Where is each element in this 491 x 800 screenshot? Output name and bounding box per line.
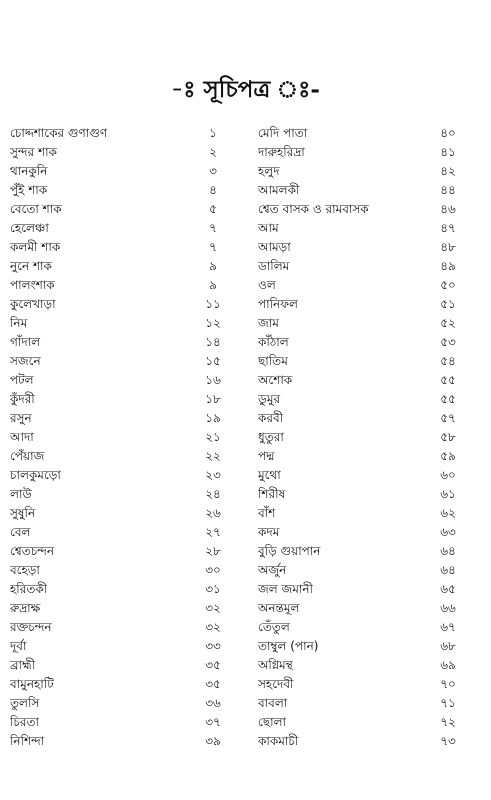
entry-page-number: ৫৯ — [440, 449, 456, 463]
toc-entry — [258, 694, 463, 713]
toc-entry — [258, 504, 463, 523]
entry-title: বেল — [10, 525, 31, 539]
toc-entry — [258, 523, 463, 542]
toc-column-left — [10, 124, 228, 751]
toc-entry — [10, 447, 228, 466]
entry-title: পটল — [10, 373, 34, 387]
entry-page-number: ৪২ — [440, 164, 456, 178]
entry-title: করবী — [258, 411, 284, 425]
toc-entry — [10, 466, 228, 485]
toc-entry — [10, 238, 228, 257]
entry-title: পেঁয়াজ — [10, 449, 45, 463]
entry-title: রক্তচন্দন — [10, 620, 52, 634]
entry-title: শ্বেতচন্দন — [10, 544, 54, 558]
entry-page-number: ৭ — [209, 240, 217, 254]
entry-page-number: ৩৫ — [205, 677, 221, 691]
toc-entry — [258, 561, 463, 580]
entry-page-number: ২৬ — [205, 506, 221, 520]
entry-title: নিম — [10, 316, 28, 330]
entry-page-number: ৫৭ — [440, 411, 456, 425]
entry-title: শিরীষ — [258, 487, 286, 501]
entry-title: অগ্নিমন্থ — [258, 658, 293, 672]
entry-page-number: ৪৪ — [440, 183, 456, 197]
toc-entry — [10, 143, 228, 162]
entry-page-number: ৩২ — [205, 620, 221, 634]
toc-entry — [258, 295, 463, 314]
toc-entry — [10, 694, 228, 713]
entry-page-number: ২৮ — [205, 544, 221, 558]
entry-title: কাকমাচী — [258, 734, 299, 748]
toc-entry — [10, 542, 228, 561]
toc-entry — [10, 124, 228, 143]
entry-title: দূর্বা — [10, 639, 27, 653]
entry-title: থানকুনি — [10, 164, 48, 178]
toc-entry — [10, 732, 228, 751]
entry-page-number: ৬৫ — [440, 582, 456, 596]
entry-title: নুনে শাক — [10, 259, 52, 273]
entry-page-number: ১২ — [205, 316, 221, 330]
entry-page-number: ৫ — [209, 202, 217, 216]
entry-title: পদ্ম — [258, 449, 275, 463]
entry-page-number: ৩০ — [205, 563, 221, 577]
entry-page-number: ৬০ — [440, 468, 456, 482]
toc-entry — [258, 485, 463, 504]
entry-title: বামুনহাটি — [10, 677, 54, 691]
entry-page-number: ৯ — [209, 259, 217, 273]
entry-title: কুলেখাড়া — [10, 297, 56, 311]
entry-title: বাঁশ — [258, 506, 276, 520]
toc-entry — [10, 713, 228, 732]
toc-entry — [258, 219, 463, 238]
entry-page-number: ১৬ — [205, 373, 221, 387]
toc-entry — [258, 181, 463, 200]
toc-entry — [10, 656, 228, 675]
entry-title: বহেড়া — [10, 563, 40, 577]
entry-title: গাঁদাল — [10, 335, 41, 349]
entry-page-number: ৫১ — [440, 297, 456, 311]
toc-entry — [10, 409, 228, 428]
toc-entry — [10, 219, 228, 238]
entry-title: কুঁদরী — [10, 392, 35, 406]
toc-column-right — [258, 124, 463, 751]
entry-page-number: ৭ — [209, 221, 217, 235]
entry-title: ডুমুর — [258, 392, 281, 406]
entry-page-number: ২২ — [205, 449, 221, 463]
entry-page-number: ৪ — [209, 183, 217, 197]
toc-entry — [10, 675, 228, 694]
entry-title: অর্জুন — [258, 563, 287, 577]
entry-page-number: ৭১ — [440, 696, 456, 710]
entry-title: বাবলা — [258, 696, 288, 710]
entry-page-number: ৫২ — [440, 316, 456, 330]
toc-entry — [258, 599, 463, 618]
entry-title: পানিফল — [258, 297, 298, 311]
entry-page-number: ৩ — [209, 164, 217, 178]
entry-title: ওল — [258, 278, 276, 292]
entry-page-number: ৯ — [209, 278, 217, 292]
entry-title: হলুদ — [258, 164, 280, 178]
toc-entry — [258, 143, 463, 162]
entry-title: আম — [258, 221, 279, 235]
entry-title: পুঁই শাক — [10, 183, 48, 197]
entry-page-number: ৬৬ — [440, 601, 456, 615]
entry-page-number: ৪৮ — [440, 240, 456, 254]
toc-entry — [258, 542, 463, 561]
entry-page-number: ১ — [209, 126, 217, 140]
entry-title: ব্রাহ্মী — [10, 658, 36, 672]
entry-page-number: ৭২ — [440, 715, 456, 729]
entry-title: সহদেবী — [258, 677, 294, 691]
entry-title: তুলসি — [10, 696, 40, 710]
entry-page-number: ২ — [209, 145, 217, 159]
entry-title: হেলেঞ্চা — [10, 221, 49, 235]
toc-entry — [10, 618, 228, 637]
entry-page-number: ২৭ — [205, 525, 221, 539]
entry-page-number: ৫৫ — [440, 373, 456, 387]
entry-title: কদম — [258, 525, 280, 539]
entry-page-number: ৩২ — [205, 601, 221, 615]
entry-page-number: ৫৫ — [440, 392, 456, 406]
entry-page-number: ৬৭ — [440, 620, 456, 634]
toc-entry — [10, 181, 228, 200]
entry-page-number: ১১ — [205, 297, 221, 311]
toc-entry — [258, 618, 463, 637]
entry-page-number: ২৪ — [205, 487, 221, 501]
toc-entry — [10, 257, 228, 276]
toc-entry — [10, 637, 228, 656]
entry-page-number: ৩৫ — [205, 658, 221, 672]
entry-title: জাম — [258, 316, 279, 330]
entry-title: পালংশাক — [10, 278, 55, 292]
toc-entry — [10, 580, 228, 599]
entry-title: কাঁঠাল — [258, 335, 289, 349]
entry-page-number: ৬৩ — [440, 525, 456, 539]
entry-page-number: ৫৮ — [440, 430, 456, 444]
entry-title: হরিতকী — [10, 582, 48, 596]
entry-title: রুদ্রাক্ষ — [10, 601, 41, 615]
entry-title: অশোক — [258, 373, 293, 387]
entry-page-number: ৬৪ — [440, 563, 456, 577]
toc-entry — [10, 390, 228, 409]
toc-entry — [10, 504, 228, 523]
entry-page-number: ১৫ — [205, 354, 221, 368]
entry-title: অনন্তমূল — [258, 601, 300, 615]
entry-title: আমলকী — [258, 183, 300, 197]
entry-title: সুষুনি — [10, 506, 36, 520]
entry-title: তাম্বুল (পান) — [258, 639, 319, 653]
entry-title: জল জমানী — [258, 582, 313, 596]
entry-page-number: ৬২ — [440, 506, 456, 520]
entry-title: আমড়া — [258, 240, 291, 254]
toc-entry — [258, 162, 463, 181]
toc-entry — [258, 713, 463, 732]
entry-page-number: ৩৬ — [205, 696, 221, 710]
entry-title: ধুতুরা — [258, 430, 284, 444]
entry-page-number: ২১ — [205, 430, 221, 444]
page-title: -ঃ সূচিপত্র ঃ- — [171, 76, 320, 103]
toc-entry — [258, 409, 463, 428]
toc-entry — [10, 428, 228, 447]
entry-title: মুথো — [258, 468, 281, 482]
entry-title: লাউ — [10, 487, 32, 501]
entry-title: দারুহরিদ্রা — [258, 145, 305, 159]
toc-entry — [258, 333, 463, 352]
entry-page-number: ৭৩ — [440, 734, 456, 748]
toc-entry — [258, 276, 463, 295]
entry-page-number: ৩৯ — [205, 734, 221, 748]
entry-page-number: ২৩ — [205, 468, 221, 482]
toc-entry — [10, 295, 228, 314]
toc-entry — [258, 371, 463, 390]
entry-title: চোদ্দশাকের গুণাগুণ — [10, 126, 108, 140]
entry-page-number: ৬৮ — [440, 639, 456, 653]
entry-title: ছোলা — [258, 715, 287, 729]
entry-title: সজনে — [10, 354, 41, 368]
toc-entry — [258, 200, 463, 219]
entry-page-number: ১৯ — [205, 411, 221, 425]
entry-page-number: ৪০ — [440, 126, 456, 140]
toc-entry — [258, 656, 463, 675]
toc-entry — [258, 675, 463, 694]
entry-page-number: ৩৩ — [205, 639, 221, 653]
toc-entry — [258, 466, 463, 485]
toc-entry — [258, 580, 463, 599]
entry-title: মেদি পাতা — [258, 126, 308, 140]
toc-entry — [258, 314, 463, 333]
toc-entry — [258, 390, 463, 409]
entry-title: শ্বেত বাসক ও রামবাসক — [258, 202, 369, 216]
entry-page-number: ১৮ — [205, 392, 221, 406]
toc-entry — [10, 200, 228, 219]
toc-entry — [258, 637, 463, 656]
entry-title: তেঁতুল — [258, 620, 290, 634]
toc-entry — [258, 447, 463, 466]
toc-entry — [258, 732, 463, 751]
toc-entry — [10, 485, 228, 504]
entry-page-number: ৩১ — [205, 582, 221, 596]
toc-entry — [10, 599, 228, 618]
entry-title: সুন্দর শাক — [10, 145, 57, 159]
toc-entry — [258, 352, 463, 371]
entry-title: চালকুমড়ো — [10, 468, 61, 482]
entry-page-number: ৪৭ — [440, 221, 456, 235]
entry-title: রসুন — [10, 411, 32, 425]
toc-entry — [10, 333, 228, 352]
entry-page-number: ৬৪ — [440, 544, 456, 558]
toc-entry — [10, 314, 228, 333]
entry-page-number: ৬৯ — [440, 658, 456, 672]
entry-page-number: ৩৭ — [205, 715, 221, 729]
entry-title: ডালিম — [258, 259, 290, 273]
toc-entry — [10, 162, 228, 181]
entry-title: ছাতিম — [258, 354, 288, 368]
entry-page-number: ৬১ — [440, 487, 456, 501]
toc-entry — [10, 352, 228, 371]
entry-page-number: ৫০ — [440, 278, 456, 292]
entry-page-number: ৭০ — [440, 677, 456, 691]
toc-entry — [258, 428, 463, 447]
toc-entry — [10, 371, 228, 390]
toc-entry — [258, 124, 463, 143]
entry-title: চিরতা — [10, 715, 39, 729]
toc-entry — [258, 238, 463, 257]
entry-page-number: ১৪ — [205, 335, 221, 349]
entry-title: নিশিন্দা — [10, 734, 45, 748]
entry-page-number: ৫৩ — [440, 335, 456, 349]
entry-page-number: ৫৪ — [440, 354, 456, 368]
entry-title: বেতো শাক — [10, 202, 62, 216]
entry-title: বুড়ি গুয়াপান — [258, 544, 321, 558]
toc-entry — [10, 523, 228, 542]
toc-entry — [10, 561, 228, 580]
entry-title: আদা — [10, 430, 34, 444]
entry-title: কলমী শাক — [10, 240, 61, 254]
toc-entry — [258, 257, 463, 276]
entry-page-number: ৪১ — [440, 145, 456, 159]
entry-page-number: ৪৬ — [440, 202, 456, 216]
toc-entry — [10, 276, 228, 295]
entry-page-number: ৪৯ — [440, 259, 456, 273]
